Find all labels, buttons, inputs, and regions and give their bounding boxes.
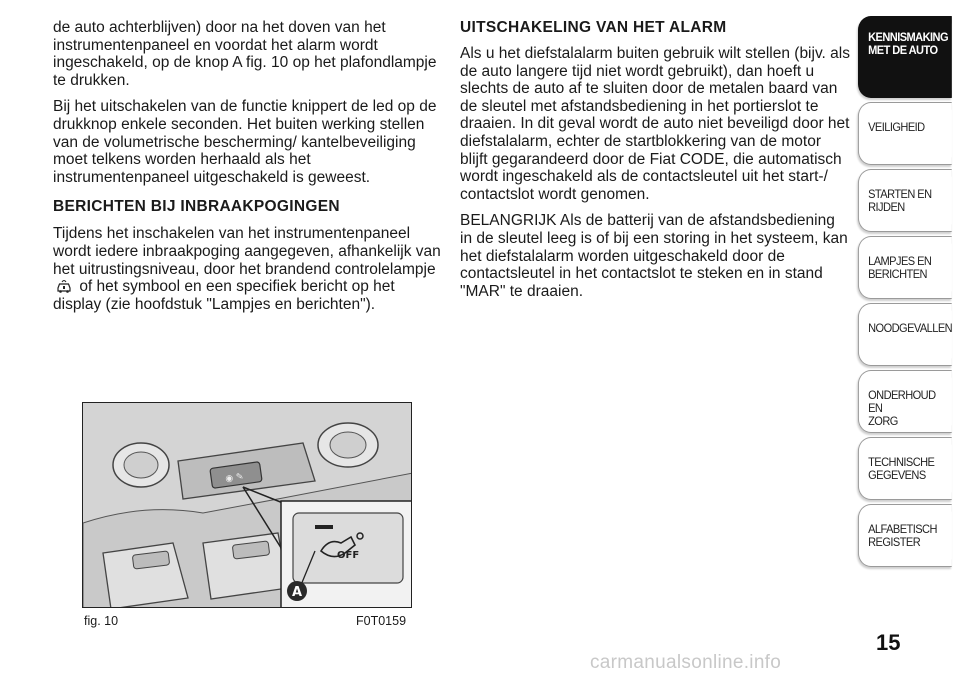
paragraph-continued: de auto achterblijven) door na het doven van het instrumentenpaneel en voordat het alarm wordt ingeschakeld, op de knop A fig. 10 op het plafondlampje te drukken. [53, 19, 437, 89]
paragraph-deactivation: Bij het uitschakelen van de functie knippert de led op de drukknop enkele seconden. Het buiten werking stellen van de volumetrische bescherming/ kantelbeveiliging moet telkens worden herhaald als het instrumentenpaneel uitgeschakeld is geweest. [53, 98, 437, 186]
svg-text:◉ ✎: ◉ ✎ [224, 472, 245, 485]
paragraph-intrusion-part1: Tijdens het inschakelen van het instrumentenpaneel wordt iedere inbraakpoging aangegeven, afhankelijk van het uitrustingsniveau, door het brandend controlelampje [53, 225, 441, 278]
chapter-tab[interactable] [858, 16, 952, 98]
off-button-label: OFF [337, 550, 360, 561]
chapter-tab[interactable] [858, 437, 952, 500]
chapter-tabs [858, 16, 960, 571]
page-number: 15 [876, 630, 901, 655]
chapter-tab-label: VEILIGHEID [868, 120, 925, 134]
right-text-column [460, 19, 850, 309]
figure-caption: fig. 10 [84, 614, 119, 628]
left-text-column [53, 19, 445, 322]
heading-alarm-disable: UITSCHAKELING VAN HET ALARM [460, 19, 727, 36]
car-alarm-warning-icon [55, 278, 73, 294]
chapter-tab-label: STARTEN EN RIJDEN [868, 187, 932, 214]
chapter-tab-label: NOODGEVALLEN [868, 321, 953, 335]
chapter-tab[interactable] [858, 102, 952, 165]
chapter-tab-label: TECHNISCHE GEGEVENS [868, 455, 935, 482]
paragraph-alarm-disable: Als u het diefstalalarm buiten gebruik wilt stellen (bijv. als de auto langere tijd niet wordt gebruikt), dan hoeft u slechts de auto af te sluiten door de metalen baard van de sleutel met afstandsbediening in het portierslot te draaien. In dit geval wordt de auto niet beveiligd door het diefstalalarm, echter de startblokkering van de motor blijft gegarandeerd door de Fiat CODE, die automatisch wordt ingeschakeld als de contactsleutel uit het start-/ contactslot wordt genomen. [460, 45, 850, 203]
chapter-tab[interactable] [858, 169, 952, 232]
chapter-tab[interactable] [858, 504, 952, 567]
roof-light-illustration [83, 403, 412, 608]
chapter-tab[interactable] [858, 236, 952, 299]
chapter-tab-label: LAMPJES EN BERICHTEN [868, 254, 932, 281]
watermark: carmanualsonline.info [590, 652, 782, 673]
paragraph-intrusion [53, 225, 445, 313]
chapter-tab-label: ALFABETISCH REGISTER [868, 522, 937, 549]
chapter-tab-label: ONDERHOUD EN ZORG [868, 388, 936, 428]
chapter-tab[interactable] [858, 303, 952, 366]
chapter-tab[interactable] [858, 370, 952, 433]
callout-letter: A [292, 585, 303, 600]
figure-code: F0T0159 [356, 614, 407, 628]
heading-intrusion-messages: BERICHTEN BIJ INBRAAKPOGINGEN [53, 198, 340, 216]
chapter-tab-label: KENNISMAKING MET DE AUTO [868, 30, 948, 57]
paragraph-important: BELANGRIJK Als de batterij van de afstandsbediening in de sleutel leeg is of bij een storing in het systeem, kan het diefstalalarm worden uitgeschakeld door de contactsleutel in het contactslot te steken en in stand "MAR" te draaien. [460, 212, 848, 300]
figure-roof-light [82, 402, 412, 608]
paragraph-intrusion-part2: of het symbool en een specifiek bericht op het display (zie hoofdstuk "Lampjes en berichten"). [53, 278, 395, 313]
